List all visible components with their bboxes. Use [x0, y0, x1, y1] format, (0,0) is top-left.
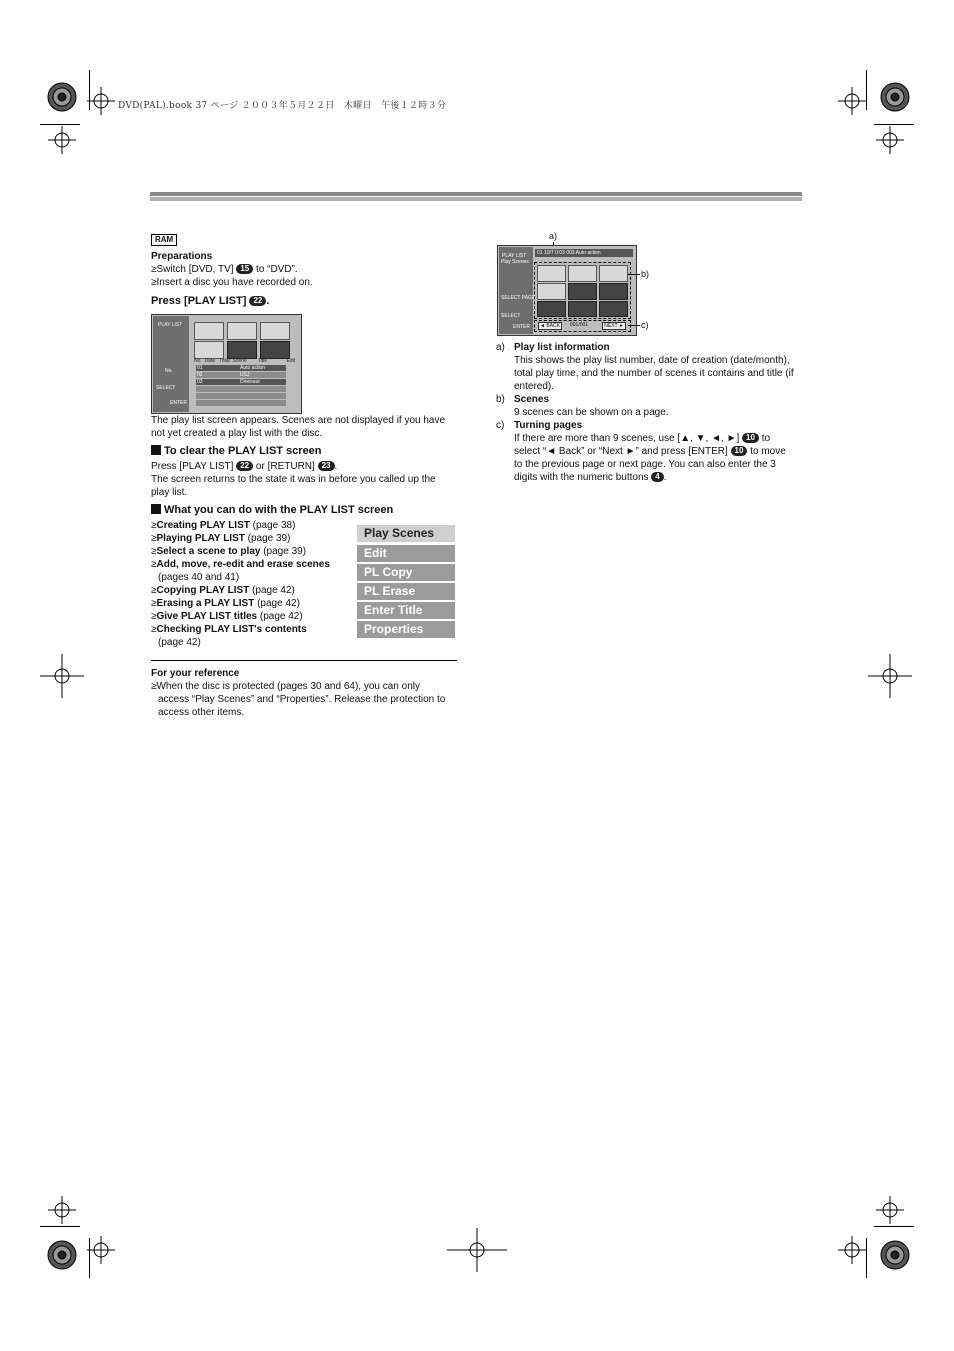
- item-rest: (page 42): [249, 585, 295, 596]
- screen-select-label: SELECT: [156, 385, 176, 391]
- note-c-line-2: [514, 445, 786, 458]
- file-info: DVD(PAL).book 37 ページ ２００３年５月２２日 木曜日 午後１２時３分: [118, 101, 447, 111]
- button-number-badge: 22: [249, 296, 266, 306]
- note-a-line-2: total play time, and the number of scenes it contains and title (if: [514, 368, 794, 379]
- list-item: ≥Select a scene to play (page 39): [151, 546, 307, 557]
- preparations-title: Preparations: [151, 251, 213, 262]
- note-b-label: b): [496, 394, 505, 405]
- reference-line-3: access other items.: [158, 707, 245, 718]
- item-rest: (page 39): [260, 546, 307, 557]
- button-number-badge: 4: [651, 472, 663, 482]
- list-item: ≥Give PLAY LIST titles (page 42): [151, 611, 303, 622]
- item-bold: Add, move, re-edit and erase scenes: [156, 559, 330, 570]
- play-list-info-bar: [535, 249, 633, 257]
- screen-title: PLAY LIST: [502, 253, 527, 259]
- play-scenes-screen-image: [497, 245, 637, 336]
- list-item: ≥Copying PLAY LIST (page 42): [151, 585, 295, 596]
- note-text: .: [663, 472, 667, 483]
- item-bold: Give PLAY LIST titles: [156, 611, 258, 622]
- scene-thumbnail: [568, 301, 597, 317]
- scene-thumbnail: [194, 341, 224, 359]
- scene-thumbnail: [260, 322, 290, 340]
- note-c-line-4: [514, 471, 667, 484]
- press-instruction: [151, 295, 269, 308]
- row-title: Dinosaur: [240, 379, 261, 385]
- note-text: digits with the numeric buttons: [514, 472, 652, 483]
- select-page-label: SELECT PAGE: [501, 295, 536, 301]
- row-no: 03: [197, 379, 203, 385]
- scene-thumbnail: [537, 301, 566, 317]
- scene-thumbnail: [568, 283, 597, 300]
- col-header: Scene: [232, 358, 247, 364]
- note-a-label: a): [496, 342, 505, 353]
- scene-thumbnail: [194, 322, 224, 340]
- row-no: 02: [197, 372, 203, 378]
- note-a-line-1: This shows the play list number, date of creation (date/month),: [514, 355, 790, 366]
- screen-description-line-2: not yet created a play list with the disc.: [151, 428, 323, 439]
- note-text: If there are more than 9 scenes, use [▲, ▼, ◄, ►]: [514, 433, 743, 444]
- page-number: 001/001: [570, 322, 589, 328]
- screen-no-label: No.: [165, 368, 173, 374]
- note-a-title: Play list information: [514, 342, 610, 353]
- note-text: to move: [747, 446, 786, 457]
- note-a-line-3: entered).: [514, 381, 555, 392]
- menu-play-scenes[interactable]: Play Scenes: [357, 525, 455, 542]
- item-rest: (page 42): [254, 598, 300, 609]
- clear-line-2: The screen returns to the state it was in before you called up the: [151, 474, 436, 485]
- screen-sidebar: [499, 247, 536, 334]
- item-rest: (page 42): [257, 611, 303, 622]
- list-item: ≥Erasing a PLAY LIST (page 42): [151, 598, 300, 609]
- select-label: SELECT: [501, 313, 521, 319]
- next-button[interactable]: NEXT ►: [602, 322, 626, 330]
- divider: [151, 660, 457, 661]
- scene-thumbnail: [537, 265, 566, 282]
- item-bold: Erasing a PLAY LIST: [156, 598, 255, 609]
- scene-thumbnail: [568, 265, 597, 282]
- preparations-item-2: ≥Insert a disc you have recorded on.: [151, 277, 313, 288]
- scene-thumbnail: [537, 283, 566, 300]
- info-text: 01 10/7 0:03 003 Auto action: [537, 250, 601, 256]
- table-row: [196, 372, 286, 378]
- clear-line-3: play list.: [151, 487, 188, 498]
- clear-text: Press [PLAY LIST]: [151, 461, 237, 472]
- table-row: [196, 400, 286, 406]
- note-b-line-1: 9 scenes can be shown on a page.: [514, 407, 669, 418]
- scene-thumbnail: [227, 322, 257, 340]
- row-no: 01: [197, 365, 203, 371]
- screen-subtitle: Play Scenes: [501, 259, 529, 265]
- col-header: Edit: [286, 358, 296, 364]
- play-list-screen-image: [151, 314, 302, 414]
- table-row: [196, 386, 286, 392]
- button-number-badge: 10: [742, 433, 759, 443]
- note-c-line-3: to the previous page or next page. You can also enter the 3: [514, 459, 776, 470]
- clear-heading: To clear the PLAY LIST screen: [151, 445, 322, 457]
- note-b-title: Scenes: [514, 394, 550, 405]
- button-number-badge: 22: [236, 461, 253, 471]
- screen-title: PLAY LIST: [158, 322, 183, 328]
- press-label: Press [PLAY LIST]: [151, 295, 250, 307]
- press-end: .: [266, 295, 270, 307]
- scene-thumbnail: [599, 265, 628, 282]
- item-bold: Playing PLAY LIST: [156, 533, 245, 544]
- screen-description-line-1: The play list screen appears. Scenes are not displayed if you have: [151, 415, 446, 426]
- screen-sidebar: [153, 316, 189, 412]
- clear-line-1: [151, 460, 337, 473]
- col-header: Total: [219, 358, 230, 364]
- back-button[interactable]: ◄ BACK: [538, 322, 562, 330]
- scene-thumbnail: [227, 341, 257, 359]
- row-title: USJ: [240, 372, 250, 378]
- row-title: Auto action: [240, 365, 266, 371]
- list-item: ≥Creating PLAY LIST (page 38): [151, 520, 296, 531]
- menu-edit[interactable]: Edit: [357, 545, 455, 562]
- list-item: ≥Add, move, re-edit and erase scenes: [151, 559, 330, 570]
- callout-c: c): [641, 320, 649, 330]
- table-row: [196, 393, 286, 399]
- reference-line-2: access “Play Scenes” and “Properties”. Release the protection to: [158, 694, 446, 705]
- table-row: [196, 379, 286, 385]
- button-number-badge: 15: [236, 264, 253, 274]
- screen-enter-label: ENTER: [170, 400, 187, 406]
- menu-pl-copy[interactable]: PL Copy: [357, 564, 455, 581]
- list-item-continuation: (page 42): [158, 637, 201, 648]
- item-bold: Copying PLAY LIST: [156, 585, 250, 596]
- item-bold: Creating PLAY LIST: [156, 520, 250, 531]
- enter-label: ENTER: [513, 324, 530, 330]
- list-item-continuation: (pages 40 and 41): [158, 572, 240, 583]
- callout-a: a): [549, 231, 558, 241]
- button-number-badge: 10: [731, 446, 748, 456]
- menu-properties[interactable]: Properties: [357, 621, 455, 638]
- note-c-line-1: [514, 432, 770, 445]
- list-item: ≥Checking PLAY LIST's contents: [151, 624, 307, 635]
- clear-text: or [RETURN]: [253, 461, 318, 472]
- list-item: ≥Playing PLAY LIST (page 39): [151, 533, 291, 544]
- note-c-title: Turning pages: [514, 420, 583, 431]
- table-row: [196, 365, 286, 371]
- col-header: Date: [204, 358, 216, 364]
- header-bar: [150, 192, 802, 201]
- button-number-badge: 23: [318, 461, 335, 471]
- callout-b-line: [628, 274, 640, 275]
- scene-thumbnail: [260, 341, 290, 359]
- prep-text: ≥Switch [DVD, TV]: [151, 264, 237, 275]
- ram-badge: RAM: [151, 234, 177, 246]
- reference-line-1: ≥When the disc is protected (pages 30 and 64), you can only: [151, 681, 420, 692]
- what-can-heading: What you can do with the PLAY LIST screen: [151, 504, 393, 516]
- note-c-label: c): [496, 420, 505, 431]
- callout-c-line: [628, 325, 640, 326]
- table-header: [194, 358, 295, 364]
- menu-pl-erase[interactable]: PL Erase: [357, 583, 455, 600]
- col-header: Title: [257, 358, 268, 364]
- clear-text: .: [334, 461, 338, 472]
- item-bold: Select a scene to play: [156, 546, 261, 557]
- note-text: select “◄ Back” or “Next ►” and press [ENTER]: [514, 446, 731, 457]
- preparations-item-1: [151, 263, 298, 276]
- item-rest: (page 39): [244, 533, 291, 544]
- col-header: No.: [194, 358, 202, 364]
- callout-b: b): [641, 269, 650, 279]
- scene-thumbnail: [599, 283, 628, 300]
- item-bold: Checking PLAY LIST's contents: [156, 624, 307, 635]
- note-text: to: [758, 433, 771, 444]
- prep-text: to “DVD”.: [253, 264, 298, 275]
- scene-thumbnail: [599, 301, 628, 317]
- item-rest: (page 38): [249, 520, 296, 531]
- menu-enter-title[interactable]: Enter Title: [357, 602, 455, 619]
- reference-title: For your reference: [151, 668, 240, 679]
